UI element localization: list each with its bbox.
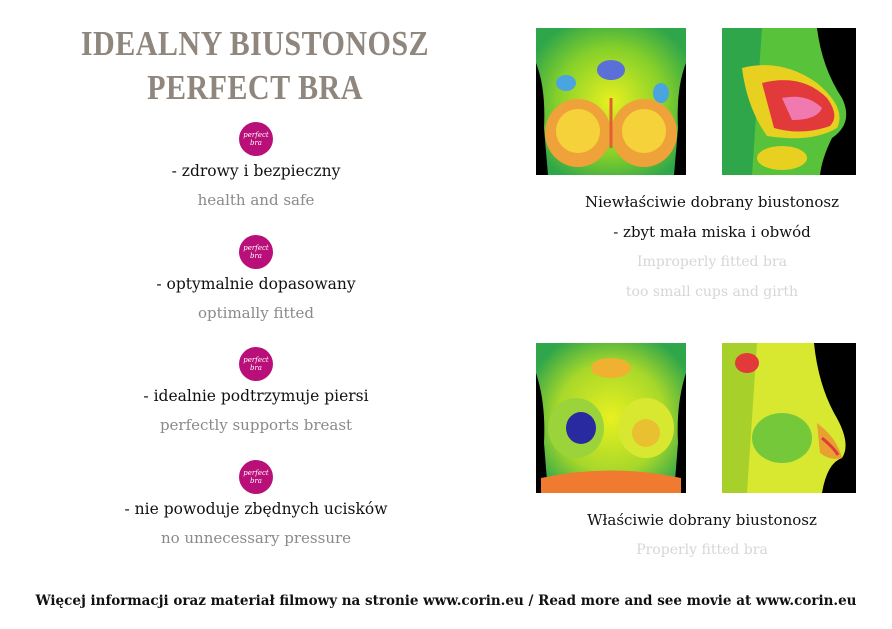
feature-label-pl: - nie powoduje zbędnych ucisków [124, 500, 388, 518]
thermal-image-improper-side [722, 28, 856, 175]
thermal-image-proper-front [536, 343, 686, 493]
feature-label-en: health and safe [197, 191, 315, 209]
title-polish: IDEALNY BIUSTONOSZ [80, 24, 430, 63]
feature-label-en: optimally fitted [197, 304, 314, 322]
feature-item-support [60, 347, 452, 435]
footer-info: Więcej informacji oraz materiał filmowy na stronie www.corin.eu / Read more and see movie at www.corin.eu [35, 593, 857, 609]
feature-label-pl: - zdrowy i bezpieczny [171, 162, 341, 180]
improper-caption-en-2: too small cups and girth [625, 284, 799, 300]
perfect-bra-badge-icon: perfect bra [239, 460, 273, 494]
proper-caption-pl-1: Właściwie dobrany biustonosz [587, 511, 817, 529]
improper-caption-pl-1: Niewłaściwie dobrany biustonosz [585, 193, 839, 211]
feature-label-pl: - idealnie podtrzymuje piersi [143, 387, 369, 405]
feature-item-pressure [60, 460, 452, 548]
feature-label-en: perfectly supports breast [159, 416, 353, 434]
proper-caption-en-1: Properly fitted bra [636, 542, 768, 558]
proper-caption [532, 510, 872, 560]
improper-caption-pl-2: - zbyt mała miska i obwód [613, 223, 811, 241]
perfect-bra-badge-icon: perfect bra [239, 347, 273, 381]
thermal-image-improper-front [536, 28, 686, 175]
thermal-image-proper-side [722, 343, 856, 493]
title-english: PERFECT BRA [147, 68, 363, 107]
feature-label-pl: - optymalnie dopasowany [156, 275, 356, 293]
feature-item-fit [60, 235, 452, 323]
feature-label-en: no unnecessary pressure [160, 529, 352, 547]
perfect-bra-badge-icon: perfect bra [239, 235, 273, 269]
improper-caption-en-1: Improperly fitted bra [637, 254, 787, 270]
improper-caption [542, 192, 882, 302]
perfect-bra-badge-icon: perfect bra [239, 122, 273, 156]
feature-item-health [60, 122, 452, 210]
